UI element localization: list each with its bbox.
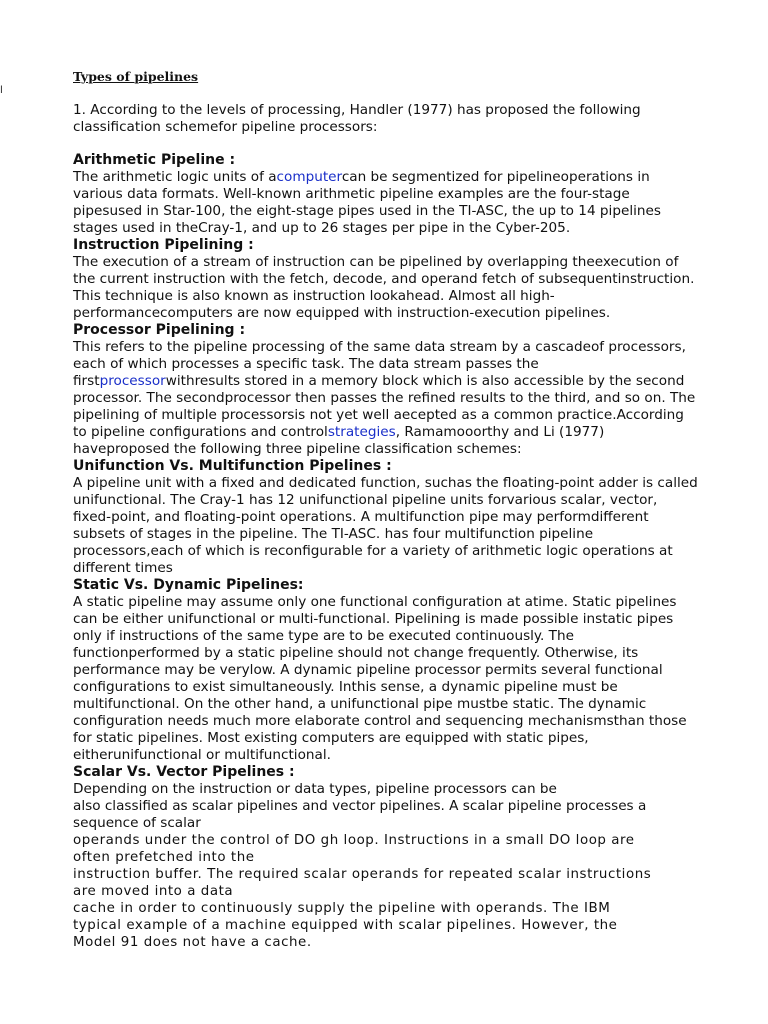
section-heading: Arithmetic Pipeline :	[73, 152, 236, 168]
text-run: first	[73, 373, 100, 389]
section-heading: Instruction Pipelining :	[73, 237, 254, 253]
paragraph-line	[73, 747, 723, 764]
paragraph-line	[73, 628, 723, 645]
paragraph-line	[73, 815, 723, 832]
paragraph-line	[73, 696, 723, 713]
paragraph-line	[73, 373, 723, 390]
paragraph-line	[73, 305, 723, 322]
text-run: the current instruction with the fetch, decode, and operand fetch of subsequentinstruction.	[73, 271, 695, 287]
text-run: only if instructions of the same type are to be executed continuously. The	[73, 628, 574, 644]
text-run: This technique is also known as instruction lookahead. Almost all high-	[73, 288, 555, 304]
paragraph-line	[73, 492, 723, 509]
hyperlink[interactable]: computer	[276, 169, 342, 185]
paragraph-line	[73, 679, 723, 696]
text-run: also classified as scalar pipelines and vector pipelines. A scalar pipeline processes a	[73, 798, 647, 814]
paragraph-line	[73, 611, 723, 628]
text-run: can be either unifunctional or multi-functional. Pipelining is made possible instatic pipes	[73, 611, 674, 627]
paragraph-line: Model 91 does not have a cache.	[73, 935, 312, 950]
paragraph-line	[73, 271, 723, 288]
text-run: eitherunifunctional or multifunctional.	[73, 747, 331, 763]
text-run: multifunctional. On the other hand, a unifunctional pipe mustbe static. The dynamic	[73, 696, 647, 712]
section-heading: Unifunction Vs. Multifunction Pipelines :	[73, 458, 392, 474]
paragraph-line	[73, 186, 723, 203]
section-paragraph	[73, 781, 723, 832]
wide-spaced-paragraph	[73, 832, 723, 951]
text-run: processor. The secondprocessor then passes the refined results to the third, and so on. The	[73, 390, 696, 406]
section-paragraph	[73, 594, 723, 764]
section-heading: Scalar Vs. Vector Pipelines :	[73, 764, 295, 780]
text-run: sequence of scalar	[73, 815, 201, 831]
paragraph-line	[73, 594, 723, 611]
section-paragraph	[73, 254, 723, 322]
paragraph-line	[73, 798, 723, 815]
section-heading: Static Vs. Dynamic Pipelines:	[73, 577, 304, 593]
paragraph-line	[73, 288, 723, 305]
paragraph-line	[73, 543, 723, 560]
text-run: haveproposed the following three pipeline classification schemes:	[73, 441, 522, 457]
paragraph-line	[73, 424, 723, 441]
text-run: The arithmetic logic units of a	[73, 169, 277, 185]
paragraph-line	[73, 254, 723, 271]
text-run: performance may be verylow. A dynamic pipeline processor permits several functional	[73, 662, 663, 678]
text-run: processors,each of which is reconfigurable for a variety of arithmetic logic operations at	[73, 543, 673, 559]
paragraph-line	[73, 730, 723, 747]
paragraph-line	[73, 441, 723, 458]
paragraph-line: are moved into a data	[73, 884, 234, 899]
text-run: configuration needs much more elaborate control and sequencing mechanismsthan those	[73, 713, 687, 729]
text-run: pipesused in Star-100, the eight-stage pipes used in the TI-ASC, the up to 14 pipelines	[73, 203, 661, 219]
paragraph-line	[73, 203, 723, 220]
text-run: fixed-point, and floating-point operations. A multifunction pipe may performdifferent	[73, 509, 649, 525]
text-run: for static pipelines. Most existing computers are equipped with static pipes,	[73, 730, 589, 746]
text-run: configurations to exist simultaneously. Inthis sense, a dynamic pipeline must be	[73, 679, 618, 695]
text-run: various data formats. Well-known arithmetic pipeline examples are the four-stage	[73, 186, 630, 202]
text-run: A static pipeline may assume only one functional configuration at atime. Static pipelines	[73, 594, 677, 610]
text-run: , Ramamooorthy and Li (1977)	[395, 424, 605, 440]
paragraph-line	[73, 169, 723, 186]
section-heading: Processor Pipelining :	[73, 322, 246, 338]
text-run: This refers to the pipeline processing of the same data stream by a cascadeof processors,	[73, 339, 686, 355]
document-body	[73, 68, 723, 951]
text-run: pipelining of multiple processorsis not yet well aecepted as a common practice.According	[73, 407, 684, 423]
paragraph-line	[73, 475, 723, 492]
text-run: to pipeline configurations and control	[73, 424, 328, 440]
paragraph-line	[73, 560, 723, 577]
paragraph-line	[73, 509, 723, 526]
paragraph-line: operands under the control of DO gh loop. Instructions in a small DO loop are	[73, 833, 635, 848]
paragraph-line	[73, 407, 723, 424]
text-run: subsets of stages in the pipeline. The TI-ASC. has four multifunction pipeline	[73, 526, 594, 542]
text-run: A pipeline unit with a fixed and dedicated function, suchas the floating-point adder is called	[73, 475, 698, 491]
edge-mark: l	[0, 85, 3, 96]
paragraph-line	[73, 390, 723, 407]
section-paragraph	[73, 475, 723, 577]
paragraph-line: typical example of a machine equipped with scalar pipelines. However, the	[73, 918, 618, 933]
text-run: each of which processes a specific task. The data stream passes the	[73, 356, 539, 372]
text-run: Depending on the instruction or data types, pipeline processors can be	[73, 781, 557, 797]
text-run: different times	[73, 560, 173, 576]
paragraph-line	[73, 220, 723, 237]
text-run: stages used in theCray-1, and up to 26 stages per pipe in the Cyber-205.	[73, 220, 571, 236]
paragraph-line	[73, 781, 723, 798]
paragraph-line	[73, 645, 723, 662]
text-run: performancecomputers are now equipped with instruction-execution pipelines.	[73, 305, 611, 321]
hyperlink[interactable]: processor	[99, 373, 166, 389]
section-paragraph	[73, 169, 723, 237]
section-paragraph	[73, 339, 723, 458]
paragraph-line	[73, 339, 723, 356]
paragraph-line: instruction buffer. The required scalar operands for repeated scalar instructions	[73, 867, 652, 882]
paragraph-line: cache in order to continuously supply the pipeline with operands. The IBM	[73, 901, 611, 916]
document-title: Types of pipelines	[73, 69, 199, 84]
text-run: The execution of a stream of instruction can be pipelined by overlapping theexecution of	[73, 254, 679, 270]
sections-container	[73, 152, 723, 951]
text-run: unifunctional. The Cray-1 has 12 unifunctional pipeline units forvarious scalar, vector,	[73, 492, 658, 508]
hyperlink[interactable]: strategies	[327, 424, 396, 440]
text-run: functionperformed by a static pipeline should not change frequently. Otherwise, its	[73, 645, 639, 661]
paragraph-line	[73, 662, 723, 679]
paragraph-line	[73, 526, 723, 543]
paragraph-line: often prefetched into the	[73, 850, 255, 865]
text-run: withresults stored in a memory block which is also accessible by the second	[165, 373, 685, 389]
intro-paragraph: 1. According to the levels of processing, Handler (1977) has proposed the following classification schemefor pipeline processors:	[73, 102, 641, 135]
paragraph-line	[73, 356, 723, 373]
text-run: can be segmentized for pipelineoperations in	[341, 169, 650, 185]
paragraph-line	[73, 713, 723, 730]
